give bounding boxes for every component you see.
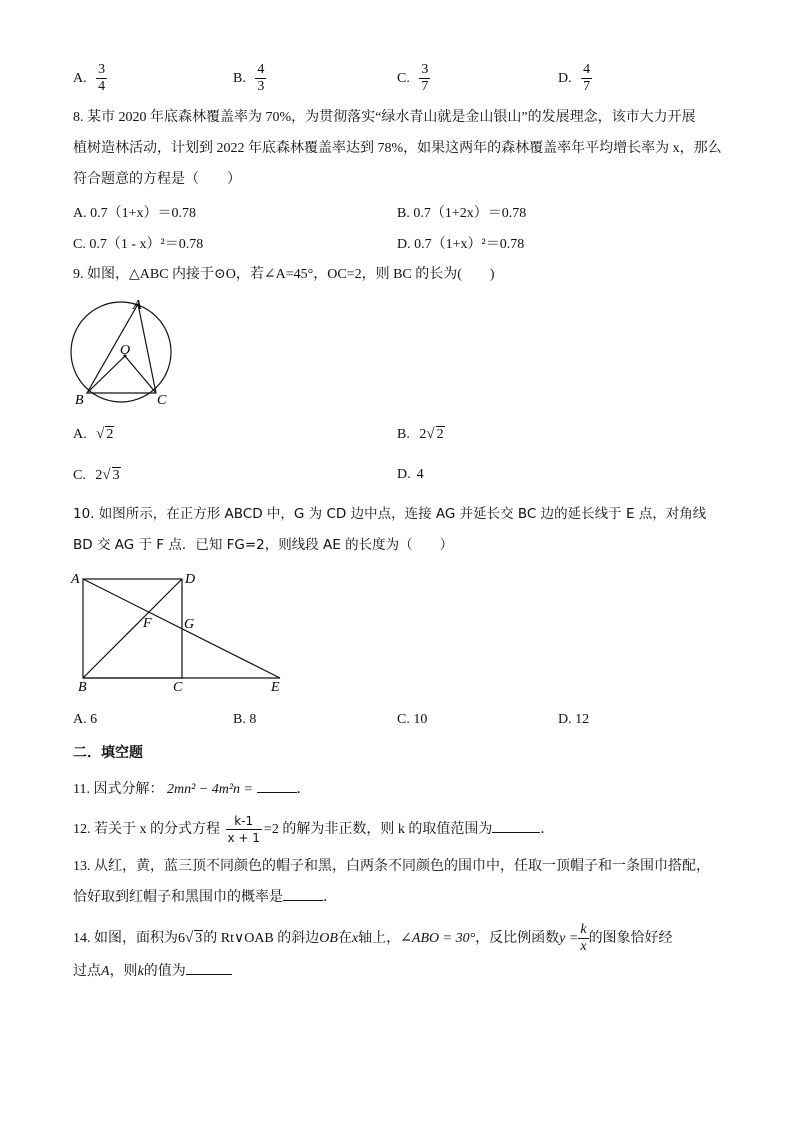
diagonal-bd — [83, 579, 182, 678]
answer-blank — [186, 974, 232, 975]
q8-stem-line3: 符合题意的方程是（ ） — [73, 172, 241, 187]
q14-text: 的图象恰好经 — [588, 931, 673, 946]
segment-oc — [125, 356, 156, 393]
q14-text: 14. 如图，面积为 — [73, 931, 178, 946]
q12 — [73, 812, 554, 848]
coefficient: 2 — [419, 427, 427, 442]
answer-blank — [257, 792, 297, 793]
radicand: 2 — [106, 427, 114, 442]
q11-suffix: ． — [296, 782, 311, 797]
q9-circle-figure — [66, 292, 186, 410]
option-value: 4 — [416, 467, 424, 482]
q9-stem: 9. 如图，△ABC 内接于⊙O，若∠A=45°，OC=2，则 BC 的长为( ) — [73, 267, 495, 282]
q13-line2 — [73, 888, 337, 908]
q14-text: ，反比例函数 — [475, 931, 560, 946]
option-letter: C. — [397, 70, 410, 86]
segment-ob: OB — [319, 931, 338, 946]
denominator: x — [580, 939, 587, 955]
q10-square-figure — [66, 566, 290, 698]
denominator: 3 — [257, 79, 265, 94]
label-d: D — [185, 572, 196, 587]
q7-option-c — [397, 62, 430, 95]
q10-stem-line1: 10. 如图所示，在正方形 ABCD 中，G 为 CD 边中点，连接 AG 并延长交 BC 边的延长线于 E 点，对角线 — [73, 506, 707, 522]
function-fraction — [578, 922, 588, 955]
q8-stem-line2: 植树造林活动，计划到 2022 年底森林覆盖率达到 78%，如果这两年的森林覆盖率年平均增长率为 x，那么 — [73, 141, 722, 156]
option-letter: B. — [397, 427, 410, 442]
angle-expr: ∠ABO = 30° — [400, 931, 476, 946]
option-letter: B. — [233, 70, 246, 86]
radical-sign: √ — [185, 930, 194, 946]
option-letter: D. — [558, 70, 572, 86]
point-a: A — [101, 964, 110, 979]
q14-text: 轴上， — [358, 931, 401, 946]
q10-option-a: A. 6 — [73, 712, 98, 727]
q14-text: 的值为 — [143, 964, 186, 979]
denominator: 7 — [583, 79, 591, 94]
radicand: 2 — [436, 427, 444, 442]
q8-option-b: B. 0.7（1+2x）＝0.78 — [397, 206, 527, 221]
label-a: A — [133, 298, 142, 313]
q11-prefix: 11. 因式分解： — [73, 782, 164, 797]
q14-text: 的 Rt∨OAB 的斜边 — [203, 931, 320, 946]
q9-option-c — [73, 467, 121, 484]
coefficient: 2 — [95, 468, 103, 483]
function-lhs: y = — [559, 931, 579, 946]
fraction — [581, 62, 592, 95]
q11-expression: 2mn² − 4m²n = — [166, 782, 253, 797]
radical-sign: √ — [96, 426, 105, 442]
fraction — [96, 62, 107, 95]
denominator: x + 1 — [227, 831, 260, 846]
q8-option-c: C. 0.7（1 - x）²＝0.78 — [73, 237, 204, 252]
q14-text: 过点 — [73, 964, 101, 979]
q9-option-b — [397, 426, 445, 443]
q14-text: ，则 — [109, 964, 138, 979]
q14-line2 — [73, 962, 232, 982]
numerator: 4 — [583, 62, 591, 77]
radical-sign: √ — [102, 467, 111, 483]
option-letter: A. — [73, 427, 87, 442]
q14-line1 — [73, 921, 673, 956]
q13-line1: 13. 从红，黄，蓝三顶不同颜色的帽子和黑，白两条不同颜色的围巾中，任取一顶帽子和一条围巾搭配， — [73, 859, 710, 874]
numerator: 3 — [98, 62, 106, 77]
q14-text: 在 — [337, 931, 352, 946]
answer-blank — [492, 832, 540, 833]
q10-option-d: D. 12 — [558, 712, 590, 727]
q12-middle: =2 的解为非正数，则 k 的取值范围为 — [263, 822, 493, 837]
q8-option-a: A. 0.7（1+x）＝0.78 — [73, 206, 197, 221]
q12-prefix: 12. 若关于 x 的分式方程 — [73, 822, 220, 837]
fraction — [419, 62, 430, 95]
option-letter: D. — [397, 467, 411, 482]
numerator: 4 — [257, 62, 265, 77]
segment-ob — [87, 356, 125, 393]
option-letter: A. — [73, 70, 87, 86]
radicand: 3 — [112, 468, 120, 483]
q9-option-d — [397, 467, 424, 483]
q9-option-a — [73, 426, 114, 443]
q8-option-d: D. 0.7（1+x）²＝0.78 — [397, 237, 525, 252]
denominator: 4 — [98, 79, 106, 94]
label-c: C — [173, 680, 183, 695]
q7-option-a — [73, 62, 107, 95]
coefficient: 6 — [178, 931, 185, 946]
numerator: 3 — [421, 62, 429, 77]
numerator: k — [580, 922, 587, 938]
option-letter: C. — [73, 468, 86, 483]
q13-text: 恰好取到红帽子和黑围巾的概率是 — [73, 890, 283, 905]
q7-option-d — [558, 62, 592, 95]
numerator: k-1 — [234, 814, 254, 829]
fraction — [255, 62, 266, 95]
label-o: O — [120, 343, 131, 358]
q10-option-c: C. 10 — [397, 712, 428, 727]
q10-option-b: B. 8 — [233, 712, 257, 727]
q7-option-b — [233, 62, 266, 95]
denominator: 7 — [421, 79, 429, 94]
radicand: 3 — [195, 931, 203, 946]
label-c: C — [157, 393, 167, 408]
section-title: 二．填空题 — [73, 745, 143, 761]
q10-stem-line2: BD 交 AG 于 F 点．已知 FG=2，则线段 AE 的长度为（ ） — [73, 537, 454, 553]
radical-sign: √ — [426, 426, 435, 442]
label-b: B — [78, 680, 87, 695]
q12-fraction — [226, 813, 262, 846]
label-a: A — [71, 572, 80, 587]
label-e: E — [271, 680, 280, 695]
x-axis-var: x — [351, 931, 359, 946]
label-b: B — [75, 393, 84, 408]
q8-stem-line1: 8. 某市 2020 年底森林覆盖率为 70%，为贯彻落实“绿水青山就是金山银山”的发展理念，该市大力开展 — [73, 110, 696, 125]
label-f: F — [143, 616, 152, 631]
var-k: k — [137, 964, 144, 979]
answer-blank — [283, 900, 323, 901]
label-g: G — [184, 617, 195, 632]
q12-suffix: ． — [540, 822, 555, 837]
q11 — [73, 780, 311, 800]
q13-suffix: ． — [323, 890, 337, 905]
